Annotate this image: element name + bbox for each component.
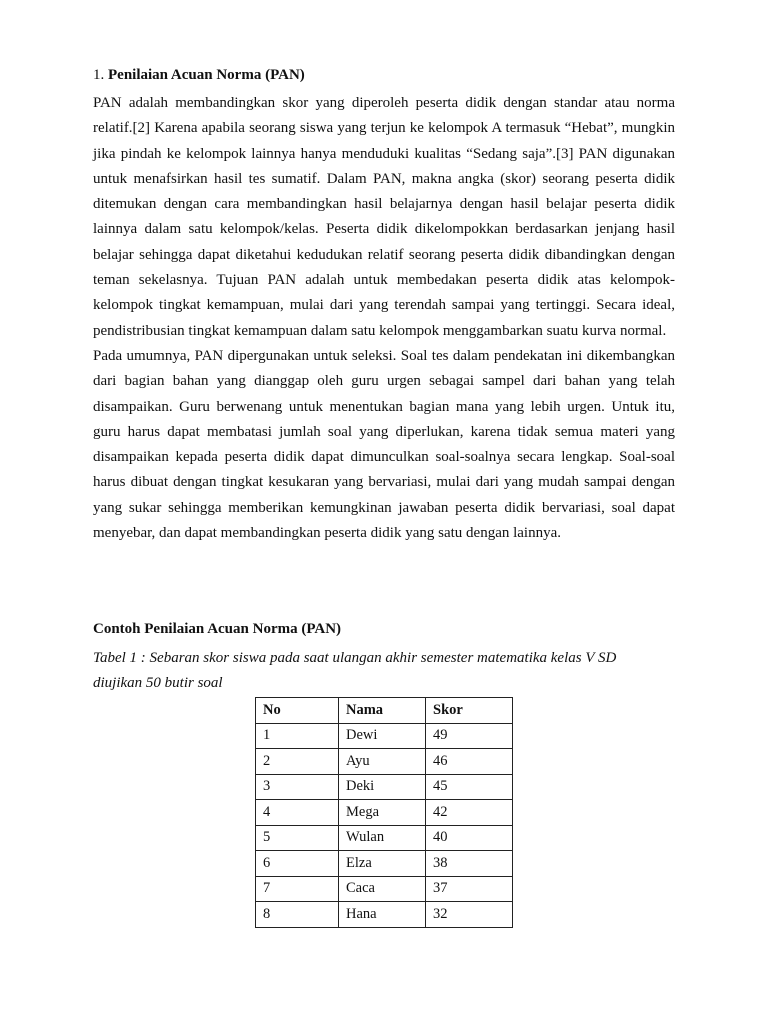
cell-no: 8 <box>256 902 339 928</box>
table-row <box>256 902 513 928</box>
table-row <box>256 749 513 775</box>
caption-line-2: diujikan 50 butir soal <box>93 675 223 691</box>
cell-skor: 46 <box>426 749 513 775</box>
header-nama: Nama <box>339 698 426 724</box>
cell-skor: 45 <box>426 774 513 800</box>
table-header-row <box>256 698 513 724</box>
body-text <box>93 91 675 546</box>
cell-nama: Elza <box>339 851 426 877</box>
cell-no: 5 <box>256 825 339 851</box>
caption-line-1: Tabel 1 : Sebaran skor siswa pada saat ulangan akhir semester matematika kelas V SD <box>93 650 617 666</box>
section-number: 1. <box>93 67 108 83</box>
cell-skor: 49 <box>426 723 513 749</box>
section-title: Penilaian Acuan Norma (PAN) <box>108 67 305 83</box>
example-title: Contoh Penilaian Acuan Norma (PAN) <box>93 621 342 637</box>
cell-no: 1 <box>256 723 339 749</box>
cell-nama: Caca <box>339 876 426 902</box>
table-row <box>256 851 513 877</box>
cell-nama: Ayu <box>339 749 426 775</box>
paragraph-pan-definition: PAN adalah membandingkan skor yang diperoleh peserta didik dengan standar atau norma relatif.[2] Karena apabila seorang siswa yang terjun ke kelompok A termasuk “Hebat”, mungkin jika pindah ke kelompok lainnya hanya menduduki kualitas “Sedang saja”.[3] PAN digunakan untuk menafsirkan hasil tes sumatif. Dalam PAN, makna angka (skor) seorang peserta didik ditemukan dengan cara membandingkan hasil belajarnya dengan hasil belajar peserta didik lainnya dalam satu kelompok/kelas. Peserta didik dikelompokkan berdasarkan jenjang hasil belajar sehingga dapat diketahui kedudukan relatif seorang peserta didik dibandingkan dengan teman sekelasnya. Tujuan PAN adalah untuk membedakan peserta didik atas kelompok-kelompok tingkat kemampuan, mulai dari yang terendah sampai yang tertinggi. Secara ideal, pendistribusian tingkat kemampuan dalam satu kelompok menggambarkan suatu kurva normal. <box>93 95 675 339</box>
section-heading <box>93 67 305 84</box>
paragraph-pan-usage: Pada umumnya, PAN dipergunakan untuk seleksi. Soal tes dalam pendekatan ini dikembangkan dari bagian bahan yang dianggap oleh guru urgen sebagai sampel dari bahan yang telah disampaikan. Guru berwenang untuk menentukan bagian mana yang lebih urgen. Untuk itu, guru harus dapat membatasi jumlah soal yang diperlukan, karena tidak semua materi yang disampaikan kepada peserta didik dapat dimunculkan soal-soalnya secara lengkap. Soal-soal harus dibuat dengan tingkat kesukaran yang bervariasi, mulai dari yang mudah sampai dengan yang sukar sehingga memberikan kemungkinan jawaban peserta didik bervariasi, soal dapat menyebar, dan dapat membandingkan peserta didik yang satu dengan lainnya. <box>93 347 675 542</box>
cell-skor: 40 <box>426 825 513 851</box>
cell-skor: 42 <box>426 800 513 826</box>
cell-nama: Mega <box>339 800 426 826</box>
cell-no: 6 <box>256 851 339 877</box>
header-skor: Skor <box>426 698 513 724</box>
score-table <box>255 697 513 928</box>
cell-no: 2 <box>256 749 339 775</box>
cell-nama: Deki <box>339 774 426 800</box>
table-row <box>256 825 513 851</box>
cell-nama: Hana <box>339 902 426 928</box>
table-row <box>256 876 513 902</box>
cell-nama: Dewi <box>339 723 426 749</box>
cell-nama: Wulan <box>339 825 426 851</box>
table-row <box>256 800 513 826</box>
cell-skor: 37 <box>426 876 513 902</box>
table-caption <box>93 646 693 696</box>
cell-skor: 38 <box>426 851 513 877</box>
cell-no: 7 <box>256 876 339 902</box>
header-no: No <box>256 698 339 724</box>
cell-no: 4 <box>256 800 339 826</box>
cell-no: 3 <box>256 774 339 800</box>
cell-skor: 32 <box>426 902 513 928</box>
example-heading <box>93 621 341 638</box>
table-row <box>256 774 513 800</box>
table-row <box>256 723 513 749</box>
